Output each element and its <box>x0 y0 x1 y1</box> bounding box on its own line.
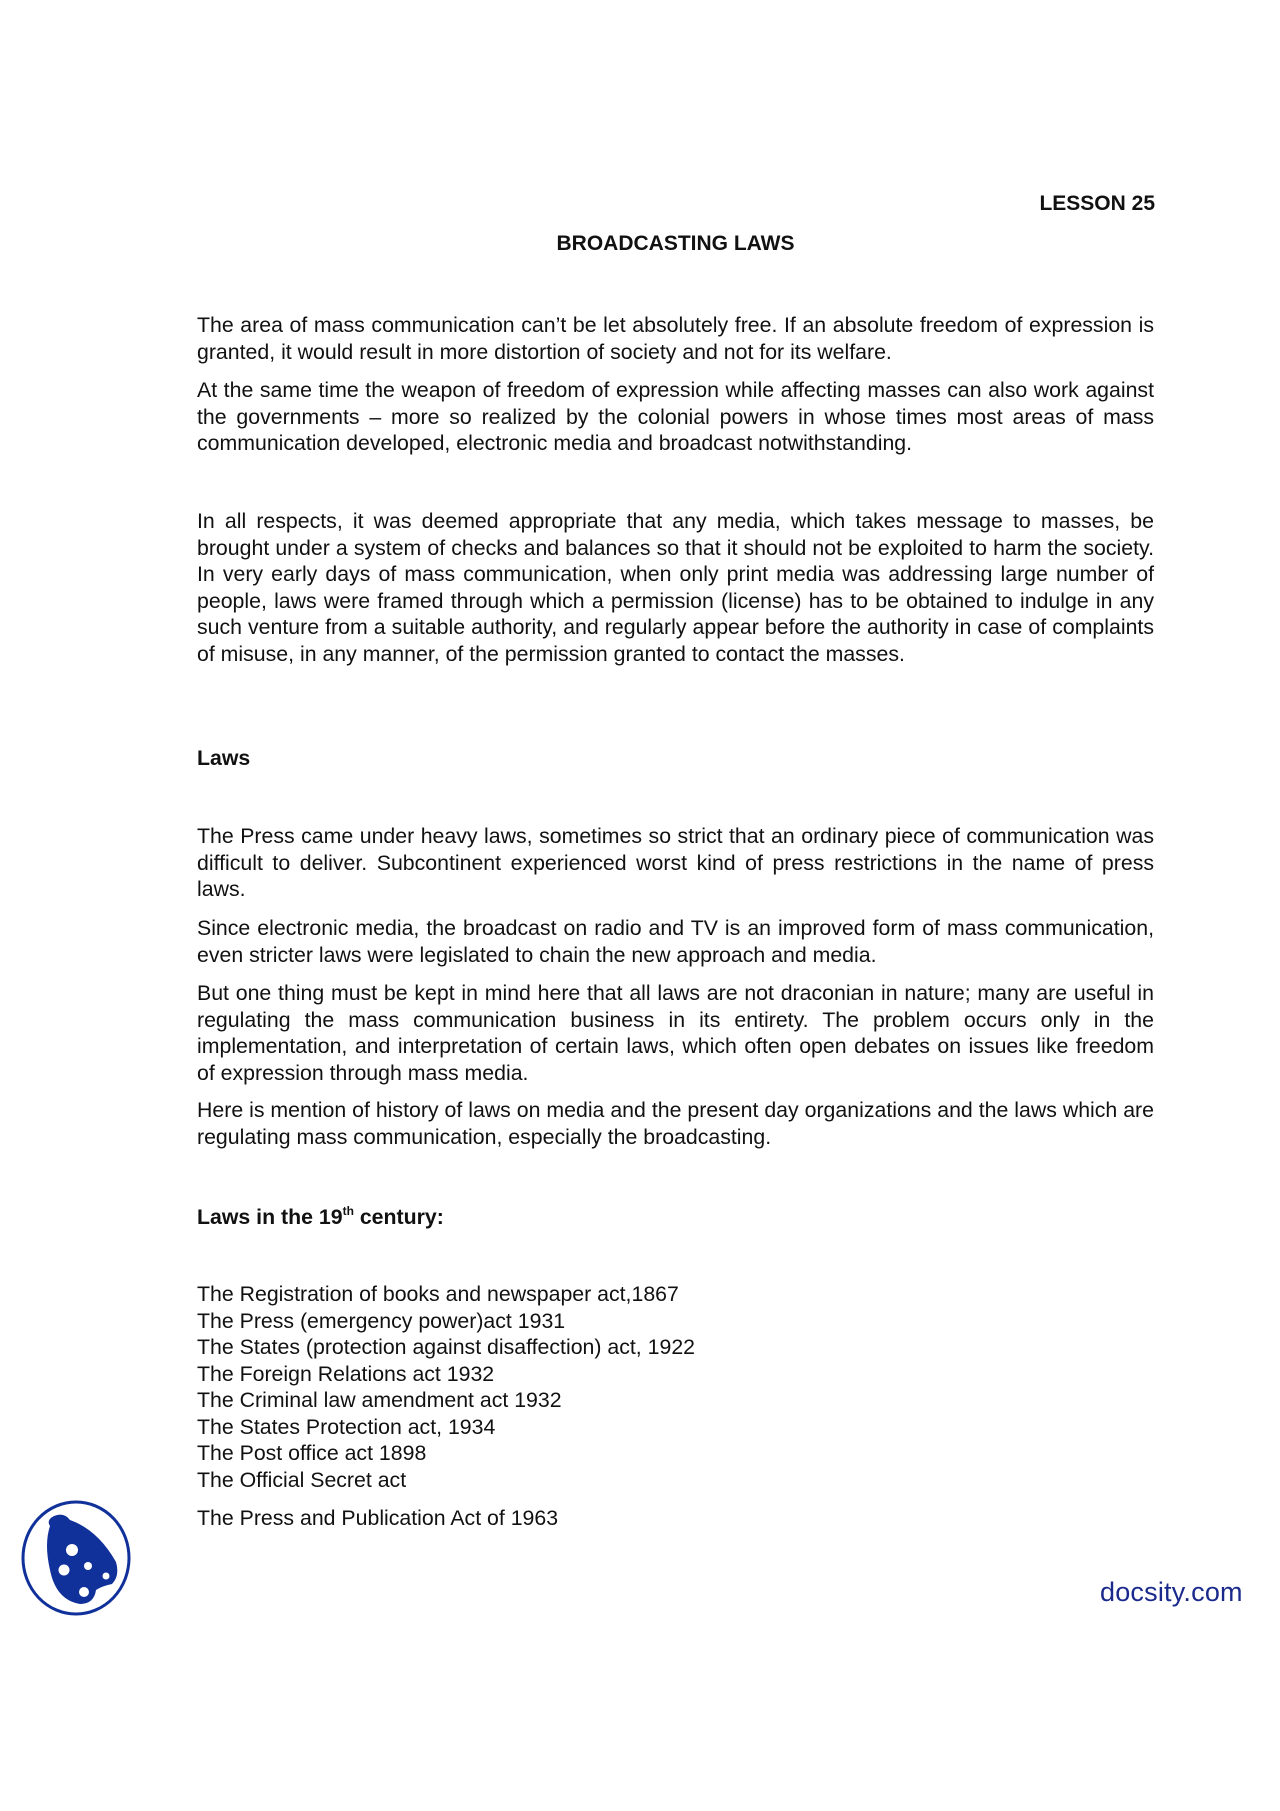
laws-paragraph-4: Here is mention of history of laws on media and the present day organizations and the laws which are regulating mass communication, especially the broadcasting. <box>197 1098 1154 1149</box>
docsity-link[interactable]: docsity.com <box>1100 1577 1243 1607</box>
list-item-last: The Press and Publication Act of 1963 <box>197 1506 559 1530</box>
list-item: The States (protection against disaffection) act, 1922 <box>197 1335 696 1359</box>
docsity-ladybug-logo-icon[interactable] <box>20 1500 132 1616</box>
laws-paragraph-3: But one thing must be kept in mind here that all laws are not draconian in nature; many are useful in regulating the mass communication business in its entirety. The problem occurs only in the implementation, and interpretation of certain laws, which often open debates on issues like freedom of expression through mass media. <box>197 981 1154 1085</box>
intro-paragraph-1: The area of mass communication can’t be let absolutely free. If an absolute freedom of expression is granted, it would result in more distortion of society and not for its welfare. <box>197 313 1154 364</box>
list-item: The Official Secret act <box>197 1467 407 1492</box>
list-item: The Press (emergency power)act 1931 <box>197 1308 566 1333</box>
page-title: BROADCASTING LAWS <box>556 232 795 255</box>
list-item: The Post office act 1898 <box>197 1441 427 1465</box>
laws-heading: Laws <box>197 746 251 770</box>
laws-list <box>197 1281 1154 1493</box>
century-heading-suffix: century: <box>353 1205 444 1229</box>
century-heading-superscript: th <box>342 1204 354 1218</box>
list-item: The Foreign Relations act 1932 <box>197 1361 495 1386</box>
lesson-number: LESSON 25 <box>1039 192 1155 215</box>
list-item: The Criminal law amendment act 1932 <box>197 1388 562 1412</box>
list-item: The Registration of books and newspaper act,1867 <box>197 1282 679 1306</box>
intro-paragraph-3: In all respects, it was deemed appropriate that any media, which takes message to masses, be brought under a system of checks and balances so that it should not be exploited to harm the society. In very early days of mass communication, when only print media was addressing large number of people, laws were framed through which a permission (license) has to be obtained to indulge in any such venture from a suitable authority, and regularly appear before the authority in case of complaints of misuse, in any manner, of the permission granted to contact the masses. <box>197 509 1154 666</box>
intro-paragraph-2: At the same time the weapon of freedom of expression while affecting masses can also work against the governments – more so realized by the colonial powers in whose times most areas of mass communication developed, electronic media and broadcast notwithstanding. <box>197 378 1154 455</box>
century-heading <box>197 1204 1154 1231</box>
laws-paragraph-2: Since electronic media, the broadcast on radio and TV is an improved form of mass communication, even stricter laws were legislated to chain the new approach and media. <box>197 916 1154 967</box>
laws-paragraph-1: The Press came under heavy laws, sometimes so strict that an ordinary piece of communication was difficult to deliver. Subcontinent experienced worst kind of press restrictions in the name of press laws. <box>197 824 1154 901</box>
list-item: The States Protection act, 1934 <box>197 1414 496 1439</box>
century-heading-text: Laws in the 19 <box>197 1205 343 1229</box>
